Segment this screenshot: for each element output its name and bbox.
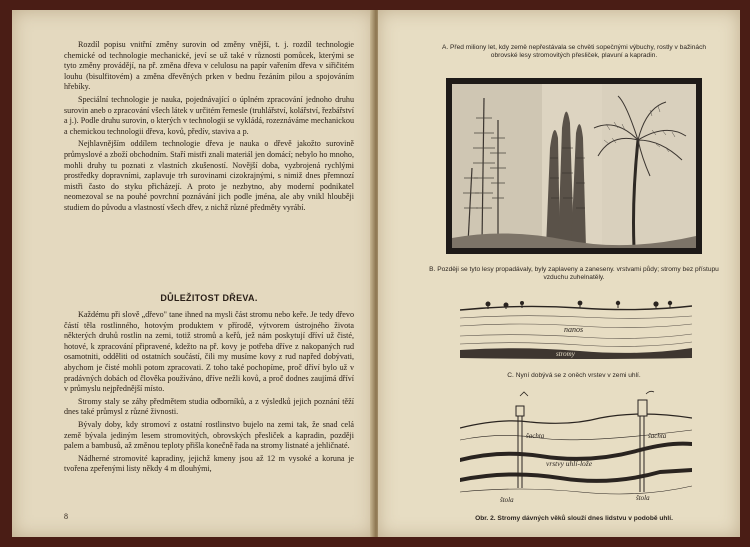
importance-text [64,310,354,475]
paragraph: Každému při slově „dřevo" tane ihned na mysli část stromu nebo keře. Je tedy dřevo částí těla rostlinného, hotovým produktem v přírodě, výtvorem ústrojného života některých druhů rostlin na zemi, totiž stromů a keřů, jež nám poskytují dříví už čisté, hotové, k zpracování připravené, kdežto na př. kovy je potřeba dříve z nakopaných rud osamotniti, odděliti od ostatních součástí, čili my musíme kovy z rud napřed dobývati, abychom je čisté mohli potom zpracovati. Z toho také pochopíme, proč dříví bylo už v pradávných dobách od člověka používáno, dříve nežli kovů, a proč dodnes zaujímá dříví v průmyslu nejpřednější místo. [64,310,354,394]
caption-a: A. Před miliony let, kdy země nepřestávala se chvěti sopečnými výbuchy, rostly v bažinách obrovské lesy stromovitých přesliček, plavuní a kapradin. [441,44,707,60]
paragraph: Nejhlavnějším oddílem technologie dřeva je nauka o dřevě jakožto surovině průmyslové a zboží obchodním. Staří mistři znali materiál jen domácí; nebylo ho mnoho, mohli druhy tu poznati z vlastních zkušeností. Novější doba, vyzbrojená rychlými prostředky dopravními, zaplavuje trh surovinami cizokrajnými, s nimiž dnes přemnozí mistři často do styku přicházejí. A proto je nezbytno, aby moderní podnikatel neomezoval se na pouhé povrchní poznávání jich podle jména, ale aby vnikl hlouběji studiem do původu a vlastností všech dřev, z nichž různé předměty vyrábí. [64,139,354,212]
buried-forest-strata [460,296,692,364]
left-page [12,10,374,537]
strata-label-lower: stromy [556,350,575,358]
shaft-label-left: šachta [526,432,545,440]
paragraph: Speciální technologie je nauka, pojednávající o úplném zpracování jednoho druhu surovin aneb o zpracování všech látek v určitém řemesle (truhlářství, kolářství, řezbářství a j.). Podle druhu surovin, o kterých v technologii se vykládá, rozeznáváme mechanickou a chemickou technologii dřeva, kovů, předív, staviva a p. [64,94,354,136]
page-number: 8 [64,512,68,521]
figure-caption: Obr. 2. Stromy dávných věků slouží dnes lidstvu v podobě uhlí. [475,515,673,522]
tunnel-label-right: štola [636,494,650,502]
right-page [378,10,740,537]
paragraph: Bývaly doby, kdy stromoví z ostatní rostlinstvo bujelo na zemi tak, že snad celá země bývala jediným lesem stromovitých, obrovských přesliček a kapradin, později palem a bambusů, až změnou teploty přišla konečně řada na stromy listnaté a jehličnaté. [64,419,354,451]
tunnel-label-left: štola [500,496,514,504]
paragraph: Stromy staly se záhy předmětem studia odborníků, a z výsledků jejich poznání těží dnes také průmysl z různé živnosti. [64,396,354,417]
caption-b: B. Později se tyto lesy propadávaly, byly zaplaveny a zaneseny. vrstvami půdy; stromy bez přístupu vzduchu zuhelnatěly. [429,266,719,282]
coal-mine-cross-section [460,388,692,506]
strata-label-upper: nanos [564,325,584,334]
section-heading: DŮLEŽITOST DŘEVA. [160,293,258,303]
paragraph: Nádherné stromovité kapradiny, jejichž kmeny jsou až 12 m vysoké a koruna je tvořena zpeřenými listy někdy 4 m dlouhými, [64,453,354,474]
ancient-forest-illustration [446,78,702,254]
caption-c: C. Nyní dobývá se z oněch vrstev v zemi uhlí. [507,372,641,379]
paragraph: Rozdíl popisu vnitřní změny surovin od změny vnější, t. j. rozdíl technologie chemické od technologie mechanické, jeví se už také v různosti pomůcek, kterými se tyto změny provádějí, na př. změna dřeva v celulosu na papír vařením dřeva v siřičitém louhu (bisulfitovém) a změna dřevěných prken v bednu řezáním pilou a spojováním hřebíky. [64,40,354,92]
intro-text [64,40,354,214]
seam-label: vrstvy uhlí-lože [546,459,593,468]
shaft-label-right: šachta [648,432,667,440]
